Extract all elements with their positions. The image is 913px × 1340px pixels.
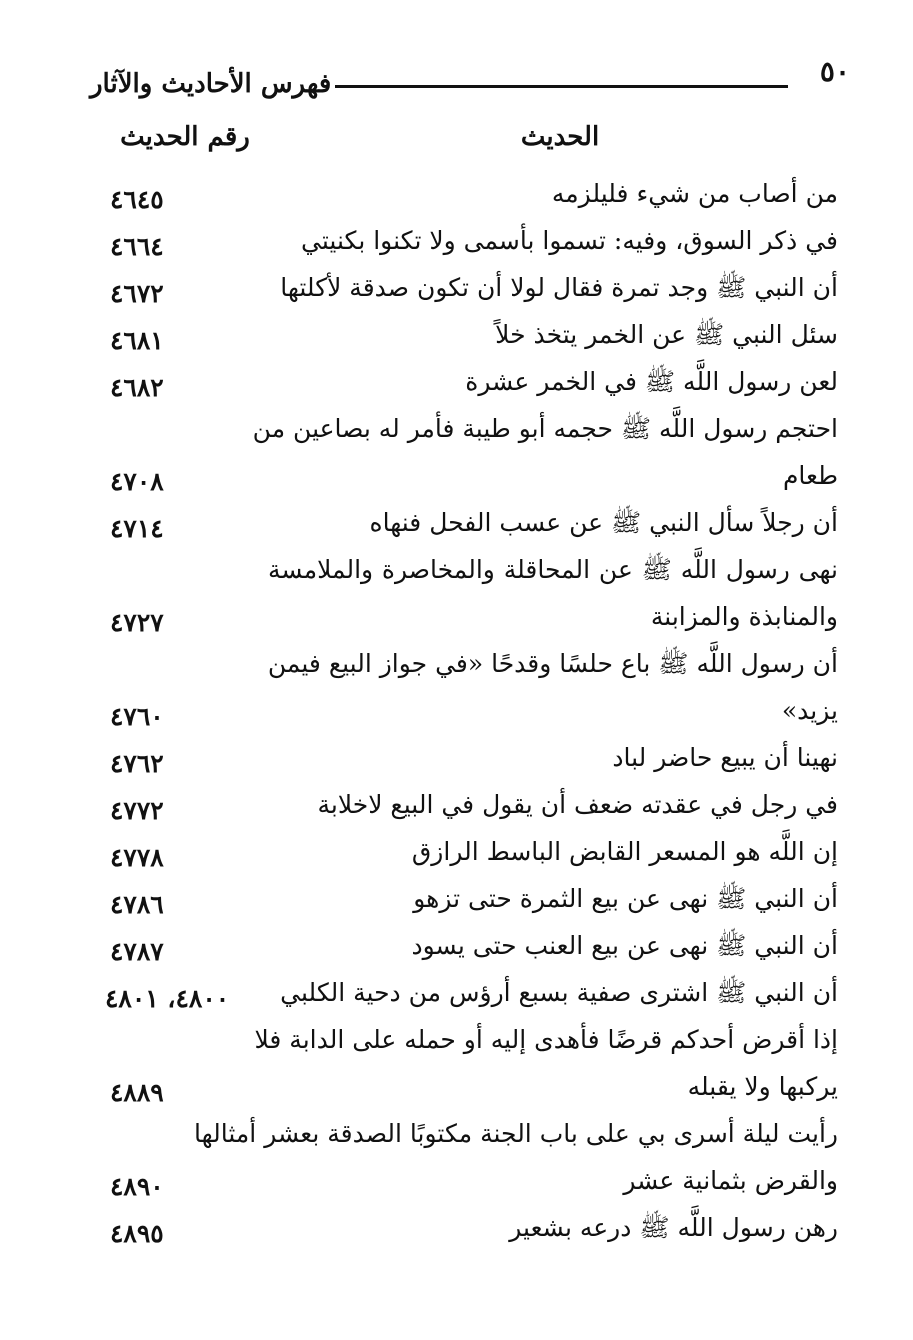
hadith-number: ٤٧٧٢ — [110, 796, 164, 825]
hadith-number: ٤٧١٤ — [110, 514, 164, 543]
column-header-hadith: الحديث — [520, 122, 600, 152]
hadith-line: رأيت ليلة أسرى بي على باب الجنة مكتوبًا الصدقة بعشر أمثالها — [194, 1119, 838, 1148]
hadith-number: ٤٧٨٦ — [110, 890, 164, 919]
hadith-line: طعام — [782, 461, 838, 490]
hadith-number: ٤٨٩٥ — [110, 1219, 164, 1248]
hadith-line: أن رسول اللَّه ﷺ باع حلسًا وقدحًا «في جواز البيع فيمن — [267, 649, 838, 678]
hadith-line: يزيد» — [781, 696, 838, 725]
hadith-number: ٤٦٨١ — [110, 326, 164, 355]
page-number: ٥٠ — [819, 55, 850, 88]
hadith-number: ٤٦٤٥ — [110, 185, 164, 214]
hadith-number: ٤٨٠٠، ٤٨٠١ — [105, 984, 230, 1013]
hadith-line: من أصاب من شيء فليلزمه — [551, 179, 838, 208]
hadith-number: ٤٦٨٢ — [110, 373, 164, 402]
hadith-line: في رجل في عقدته ضعف أن يقول في البيع لاخلابة — [317, 790, 838, 819]
hadith-line: أن النبي ﷺ اشترى صفية بسبع أرؤس من دحية الكلبي — [280, 978, 838, 1007]
hadith-number: ٤٧٦٢ — [110, 749, 164, 778]
hadith-line: لعن رسول اللَّه ﷺ في الخمر عشرة — [465, 367, 838, 396]
hadith-number: ٤٨٨٩ — [110, 1078, 164, 1107]
hadith-line: أن النبي ﷺ وجد تمرة فقال لولا أن تكون صدقة لأكلتها — [280, 273, 838, 302]
hadith-number: ٤٦٧٢ — [110, 279, 164, 308]
hadith-number: ٤٧٧٨ — [110, 843, 164, 872]
hadith-line: احتجم رسول اللَّه ﷺ حجمه أبو طيبة فأمر له بصاعين من — [252, 414, 838, 443]
hadith-line: والمنابذة والمزابنة — [650, 602, 838, 631]
hadith-line: رهن رسول اللَّه ﷺ درعه بشعير — [509, 1213, 838, 1242]
hadith-line: أن رجلاً سأل النبي ﷺ عن عسب الفحل فنهاه — [369, 508, 838, 537]
hadith-line: أن النبي ﷺ نهى عن بيع العنب حتى يسود — [411, 931, 838, 960]
page-header — [90, 55, 850, 115]
hadith-line: يركبها ولا يقبله — [687, 1072, 838, 1101]
hadith-line: إذا أقرض أحدكم قرضًا فأهدى إليه أو حمله على الدابة فلا — [254, 1025, 838, 1054]
page-title: فهرس الأحاديث والآثار — [90, 69, 332, 99]
hadith-line: نهى رسول اللَّه ﷺ عن المحاقلة والمخاصرة والملامسة — [268, 555, 838, 584]
hadith-line: نهينا أن يبيع حاضر لباد — [612, 743, 838, 772]
column-header-number: رقم الحديث — [120, 122, 250, 152]
hadith-number: ٤٧٢٧ — [110, 608, 164, 637]
hadith-number: ٤٨٩٠ — [110, 1172, 164, 1201]
hadith-line: أن النبي ﷺ نهى عن بيع الثمرة حتى تزهو — [413, 884, 838, 913]
hadith-line: إن اللَّه هو المسعر القابض الباسط الرازق — [411, 837, 838, 866]
hadith-number: ٤٧٦٠ — [110, 702, 164, 731]
hadith-line: في ذكر السوق، وفيه: تسموا بأسمى ولا تكنوا بكنيتي — [301, 226, 838, 255]
hadith-line: والقرض بثمانية عشر — [623, 1166, 838, 1195]
hadith-number: ٤٧٨٧ — [110, 937, 164, 966]
hadith-line: سئل النبي ﷺ عن الخمر يتخذ خلاً — [495, 320, 838, 349]
header-rule — [335, 85, 788, 88]
hadith-number: ٤٧٠٨ — [110, 467, 164, 496]
hadith-number: ٤٦٦٤ — [110, 232, 164, 261]
